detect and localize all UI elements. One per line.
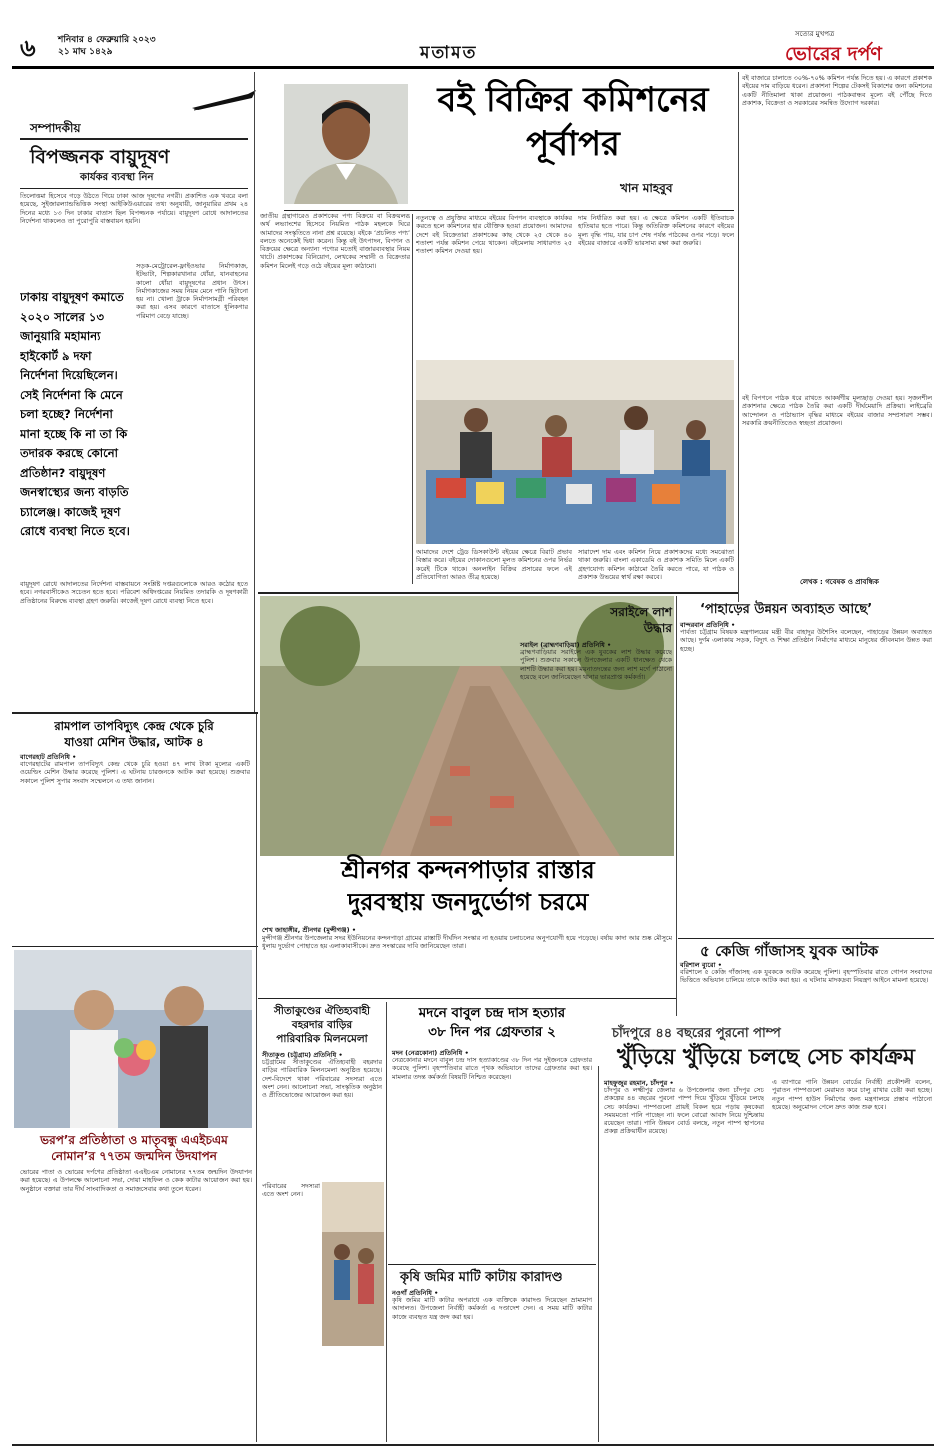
paper-tagline: সত্যের মুখপত্র bbox=[795, 30, 835, 38]
birthday-photo bbox=[14, 950, 252, 1128]
reunion-headline: সীতাকুণ্ডের ঐতিহ্যবাহী বহরদার বাড়ির পারিবারিক মিলনমেলা bbox=[273, 1005, 371, 1045]
road-body: মুন্সীগঞ্জ শ্রীনগর উপজেলার সদর ইউনিয়নের কন্দনপাড়া গ্রামের রাস্তাটি দীর্ঘদিন সংস্কার না হওয়ায় চলাচলের অনুপযোগী হয়ে পড়েছে। বর্ষায় কাদা আর শুষ্ক মৌসুমে ধুলায় দুর্ভোগ পোহাতে হয় এলাকাবাসীকে। দ্রুত সংস্কারের দাবি জানিয়েছেন তারা। bbox=[262, 934, 672, 951]
road-dateline: শেখ জাহাঙ্গীর, শ্রীনগর (মুন্সীগঞ্জ) • bbox=[262, 926, 356, 934]
hills-body: পার্বত্য চট্টগ্রাম বিষয়ক মন্ত্রণালয়ের মন্ত্রী বীর বাহাদুর উশৈসিং বলেছেন, পাহাড়ের উন্নয়ন অব্যাহত আছে। দুর্গম এলাকায় সড়ক, বিদ্যুৎ ও শিক্ষা প্রতিষ্ঠান নির্মাণের মাধ্যমে মানুষের জীবনমান উন্নত করা হচ্ছে। bbox=[680, 628, 932, 653]
feature-col3: দাম নির্ধারিত করা হয়। এ ক্ষেত্রে কমিশন একটি ইতিবাচক হাতিয়ার হতে পারে। কিন্তু অতিরিক্ত কমিশনের কারণে বইয়ের মূল্য বৃদ্ধি পায়, যার চাপ শেষ পর্যন্ত পাঠকের ওপর পড়ে। ফলে বইয়ের বাজারে একটি ভারসাম্য রক্ষা করা জরুরি। bbox=[578, 214, 734, 247]
editorial-subtitle: কার্যকর ব্যবস্থা নিন bbox=[80, 172, 154, 183]
chandpur-kicker: চাঁদপুরে ৪৪ বছরের পুরনো পাম্প bbox=[612, 1026, 781, 1041]
feature-author: খান মাহবুব bbox=[620, 181, 673, 195]
author-photo bbox=[284, 84, 408, 204]
road-headline: শ্রীনগর কন্দনপাড়ার রাস্তার দুরবস্থায় জনদুর্ভোগ চরমে bbox=[341, 856, 595, 916]
sarail-kicker: সরাইলে লাশ উদ্ধার bbox=[610, 605, 672, 635]
reunion-body-cont: পরিবারের সদস্যরা এতে অংশ নেন। bbox=[262, 1182, 320, 1199]
editorial-body-bottom: বায়ুদূষণ রোধে আদালতের নির্দেশনা বাস্তবায়নে সংশ্লিষ্ট দপ্তরগুলোকে আরও কঠোর হতে হবে। নগরবাসীকেও সচেতন হতে হবে। পরিবেশ অধিদপ্তরের নিয়মিত তদারকি ও দূষণকারী প্রতিষ্ঠানের বিরুদ্ধে ব্যবস্থা গ্রহণ জরুরি। কাজেই দূষণ রোধে ব্যবস্থা নিতে হবে। bbox=[20, 580, 248, 605]
section-title: মতামত bbox=[420, 43, 478, 63]
feature-col1: জাতীয় গ্রন্থাগারেও প্রকাশকের পণ্য বিক্রয়ে বা বিক্রয়লব্ধ অর্থ লভ্যাংশের হিসেবে নিয়মিত পাঠক মহলকে ঘিরে আমাদের সংস্কৃতিতে নানা প্রশ্ন রয়েছে। বইকে ‘প্রচলিত পণ্য’ বলতে অনেকেই দ্বিধা করেন। কিন্তু বই উৎপাদন, বিপণন ও বিক্রয়ের ক্ষেত্রে অন্যান্য পণ্যের মতোই বাজারব্যবস্থার নিয়ম খাটে। প্রকাশকের বিনিয়োগ, লেখকের সম্মানী ও বিক্রেতার কমিশন মিলেই গড়ে ওঠে বইয়ের মূল্য কাঠামো। bbox=[260, 212, 410, 270]
hills-dateline: বান্দরবান প্রতিনিধি • bbox=[680, 621, 736, 629]
book-fair-photo bbox=[416, 360, 734, 544]
chandpur-headline: খুঁড়িয়ে খুঁড়িয়ে চলছে সেচ কার্যক্রম bbox=[617, 1045, 915, 1070]
pen-icon bbox=[190, 88, 260, 112]
sarail-dateline: সরাইল (ব্রাহ্মণবাড়িয়া) প্রতিনিধি • bbox=[520, 641, 612, 649]
madan-body: নেত্রকোনার মদনে বাবুল চন্দ্র দাস হত্যাকাণ্ডের ৩৮ দিন পর দুইজনকে গ্রেফতার করেছে পুলিশ। বৃহস্পতিবার রাতে পৃথক অভিযানে তাদের গ্রেফতার করা হয়। মামলার তদন্ত কর্মকর্তা বিষয়টি নিশ্চিত করেছেন। bbox=[392, 1056, 592, 1081]
reunion-body: চট্টগ্রামের সীতাকুণ্ডের ঐতিহ্যবাহী বহরদার বাড়ির পারিবারিক মিলনমেলা অনুষ্ঠিত হয়েছে। দেশ-বিদেশে থাকা পরিবারের সদস্যরা এতে অংশ নেন। আলোচনা সভা, সাংস্কৃতিক অনুষ্ঠান ও প্রীতিভোজের আয়োজন করা হয়। bbox=[262, 1058, 382, 1100]
editorial-body-right: সড়ক-মেট্রোরেল-ফ্লাইওভার নির্মাণকাজ, ইটভাটা, শিল্পকারখানার ধোঁয়া, যানবাহনের কালো ধোঁয়া বায়ুদূষণের প্রধান উৎস। নির্মাণকাজের সময় নিয়ম মেনে পানি ছিটানো হয় না। খোলা ট্রাকে নির্মাণসামগ্রী পরিবহন করা হয়। এসব কারণে বাতাসে ধূলিকণার পরিমাণ বেড়ে যাচ্ছে। bbox=[136, 262, 248, 320]
feature-col2: নতুনত্বে ও প্রযুক্তির মাধ্যমে বইয়ের বিপণন ব্যবস্থাকে কার্যকর করতে হলে কমিশনের হার যৌক্তিক হওয়া প্রয়োজন। আমাদের দেশে বই বিক্রেতারা প্রকাশকের কাছ থেকে ২৫ থেকে ৪০ শতাংশ পর্যন্ত কমিশন পেয়ে থাকেন। বইমেলায় সাধারণত ২৫ শতাংশ কমিশন দেওয়া হয়। bbox=[416, 214, 572, 256]
editorial-label: সম্পাদকীয় bbox=[30, 121, 81, 135]
editorial-intro: তিলোত্তমা হিসেবে গড়ে উঠতে গিয়ে ঢাকা আজ দূষণের নগরী। প্রকাশিত এক খবরে বলা হয়েছে, সুইজারল্যান্ডভিত্তিক সংস্থা আইকিউএয়ারের তথ্য অনুযায়ী, জানুয়ারির প্রথম ২৪ দিনের মধ্যে ১৩ দিন ঢাকার বাতাস ছিল বিপজ্জনক পর্যায়ে। বায়ুদূষণ রোধে আদালতের নির্দেশনা থাকলেও তা পুরোপুরি বাস্তবায়ন হয়নি। bbox=[20, 192, 248, 225]
hills-headline: ‘পাহাড়ের উন্নয়ন অব্যাহত আছে’ bbox=[700, 602, 873, 617]
feature-col4-top: বই বাজারে চালাতে ৩০%-৭০% কমিশন পর্যন্ত দিতে হয়। এ কারণে প্রকাশক বইয়ের দাম বাড়িয়ে ধরেন। প্রকাশনা শিল্পের টেকসই বিকাশের জন্য কমিশনের একটি নীতিমালা থাকা প্রয়োজন। পাঠকবান্ধব মূল্যে বই পৌঁছে দিতে প্রকাশক, বিক্রেতা ও সরকারের সমন্বিত উদ্যোগ দরকার। bbox=[742, 74, 932, 107]
editorial-title: বিপজ্জনক বায়ুদূষণ bbox=[30, 146, 170, 168]
editorial-pullquote: ঢাকায় বায়ুদূষণ কমাতে ২০২০ সালের ১৩ জানুয়ারি মহামান্য হাইকোর্ট ৯ দফা নির্দেশনা দিয়েছিলেন। সেই নির্দেশনা কি মেনে চলা হচ্ছে? নির্দেশনা মানা হচ্ছে কি না তা কি তদারক করছে কোনো প্রতিষ্ঠান? বায়ুদূষণ জনস্বাস্থ্যের জন্য বাড়তি চ্যালেঞ্জ। কাজেই দূষণ রোধে ব্যবস্থা নিতে হবে। bbox=[20, 290, 130, 538]
paper-logo: ভোরের দর্পণ bbox=[785, 43, 882, 65]
madan-dateline: মদন (নেত্রকোনা) প্রতিনিধি • bbox=[392, 1049, 469, 1057]
feature-lower-right: সারাদেশ দাম এবং কমিশন নিয়ে প্রকাশকদের মধ্যে সমঝোতা থাকা জরুরি। বাংলা একাডেমি ও প্রকাশক সমিতি মিলে একটি গ্রহণযোগ্য কমিশন কাঠামো তৈরি করতে পারে, যা পাঠক ও প্রকাশক উভয়ের স্বার্থ রক্ষা করবে। bbox=[578, 548, 734, 581]
reunion-dateline: সীতাকুণ্ড (চট্টগ্রাম) প্রতিনিধি • bbox=[262, 1051, 343, 1059]
feature-title: বই বিক্রির কমিশনের পূর্বাপর bbox=[437, 80, 709, 164]
chandpur-body-2: এ ব্যাপারে পানি উন্নয়ন বোর্ডের নির্বাহী প্রকৌশলী বলেন, পুরাতন পাম্পগুলো মেরামত করে চালু রাখার চেষ্টা করা হচ্ছে। নতুন পাম্প হাউস নির্মাণের জন্য মন্ত্রণালয়ে প্রস্তাব পাঠানো হয়েছে। অনুমোদন পেলে দ্রুত কাজ শুরু হবে। bbox=[772, 1078, 932, 1111]
soil-body: কৃষি জমির মাটি কাটার অপরাধে এক ব্যক্তিকে কারাদণ্ড দিয়েছেন ভ্রাম্যমাণ আদালত। উপজেলা নির্বাহী কর্মকর্তা এ দণ্ডাদেশ দেন। এ সময় মাটি কাটার কাজে ব্যবহৃত যন্ত্র জব্দ করা হয়। bbox=[392, 1296, 592, 1321]
birthday-headline: ভরপ’র প্রতিষ্ঠাতা ও মাতৃবন্ধু এএইচএম নোমান’র ৭৭তম জন্মদিন উদযাপন bbox=[40, 1133, 228, 1163]
sarail-body: ব্রাহ্মণবাড়িয়ার সরাইলে এক যুবকের লাশ উদ্ধার করেছে পুলিশ। শুক্রবার সকালে উপজেলার একটি ধানক্ষেত থেকে লাশটি উদ্ধার করা হয়। ময়নাতদন্তের জন্য লাশ মর্গে পাঠানো হয়েছে বলে জানিয়েছেন থানার ভারপ্রাপ্ত কর্মকর্তা। bbox=[520, 648, 672, 681]
feature-writer-note: লেখক : গবেষক ও প্রাবন্ধিক bbox=[800, 578, 879, 586]
chandpur-dateline: মাহফুজুর রহমান, চাঁদপুর • bbox=[604, 1079, 674, 1087]
rampal-body: বাগেরহাটের রামপাল তাপবিদ্যুৎ কেন্দ্র থেকে চুরি হওয়া ৪৭ লাখ টাকা মূল্যের একটি ওয়েল্ডিং মেশিন উদ্ধার করেছে পুলিশ। এ ঘটনায় চারজনকে আটক করা হয়েছে। শুক্রবার সকালে পুলিশ সুপার সংবাদ সম্মেলনে এ তথ্য জানান। bbox=[20, 760, 250, 785]
soil-dateline: নওগাঁ প্রতিনিধি • bbox=[392, 1289, 439, 1297]
date-line: শনিবার ৪ ফেব্রুয়ারি ২০২৩ ২১ মাঘ ১৪২৯ bbox=[58, 35, 156, 57]
rampal-headline: রামপাল তাপবিদ্যুৎ কেন্দ্র থেকে চুরি যাওয়া মেশিন উদ্ধার, আটক ৪ bbox=[54, 719, 214, 749]
page-number: ৬ bbox=[20, 34, 36, 62]
ganja-headline: ৫ কেজি গাঁজাসহ যুবক আটক bbox=[700, 942, 879, 960]
ganja-dateline: বরিশাল ব্যুরো • bbox=[680, 961, 722, 969]
birthday-body: ভোরের পাতা ও ভোরের দর্পণের প্রতিষ্ঠাতা এএইচএম নোমানের ৭৭তম জন্মদিন উদযাপন করা হয়েছে। এ উপলক্ষে আলোচনা সভা, দোয়া মাহফিল ও কেক কাটার আয়োজন করা হয়। অনুষ্ঠানে বক্তারা তার দীর্ঘ সাংবাদিকতা ও সমাজসেবার কথা তুলে ধরেন। bbox=[20, 1168, 252, 1193]
rampal-dateline: বাগেরহাট প্রতিনিধি • bbox=[20, 753, 77, 761]
reunion-photo bbox=[322, 1182, 384, 1346]
chandpur-body: চাঁদপুর ও লক্ষ্মীপুর জেলার ৬ উপজেলার জন্য চাঁদপুর সেচ প্রকল্পের ৪৪ বছরের পুরনো পাম্প দিয়ে খুঁড়িয়ে খুঁড়িয়ে চলছে সেচ কার্যক্রম। পাম্পগুলো প্রায়ই বিকল হয়ে পড়ায় কৃষকেরা সময়মতো পানি পাচ্ছেন না। ফলে বোরো আবাদ নিয়ে দুশ্চিন্তায় রয়েছেন তারা। পানি উন্নয়ন বোর্ড বলছে, নতুন পাম্প স্থাপনের প্রকল্প প্রক্রিয়াধীন রয়েছে। bbox=[604, 1086, 764, 1136]
feature-col4-bottom: বই বিপণনে পাঠক ধরে রাখতে আকর্ষণীয় মূল্যছাড় দেওয়া হয়। সৃজনশীল প্রকাশনার ক্ষেত্রে পাঠক তৈরি করা একটি দীর্ঘমেয়াদি প্রক্রিয়া। লাইব্রেরি আন্দোলন ও পাঠাভ্যাস বৃদ্ধির মাধ্যমে বইয়ের বাজার সম্প্রসারণ সম্ভব। সরকারি ক্রয়নীতিতেও স্বচ্ছতা প্রয়োজন। bbox=[742, 394, 932, 427]
feature-lower-left: আমাদের দেশে ট্রেড ডিসকাউন্ট বইয়ের ক্ষেত্রে বিরাট প্রভাব বিস্তার করে। বইয়ের দোকানগুলো মূলত কমিশনের ওপর নির্ভর করেই টিকে থাকে। অনলাইন বিক্রির প্রসারের ফলে এই প্রতিযোগিতা আরও তীব্র হয়েছে। bbox=[416, 548, 572, 581]
soil-headline: কৃষি জমির মাটি কাটায় কারাদণ্ড bbox=[400, 1270, 563, 1285]
ganja-body: বরিশালে ৫ কেজি গাঁজাসহ এক যুবককে আটক করেছে পুলিশ। বৃহস্পতিবার রাতে গোপন সংবাদের ভিত্তিতে অভিযান চালিয়ে তাকে আটক করা হয়। এ ঘটনায় মাদকদ্রব্য নিয়ন্ত্রণ আইনে মামলা হয়েছে। bbox=[680, 968, 932, 985]
madan-headline: মদনে বাবুল চন্দ্র দাস হত্যার ৩৮ দিন পর গ্রেফতার ২ bbox=[418, 1005, 566, 1040]
